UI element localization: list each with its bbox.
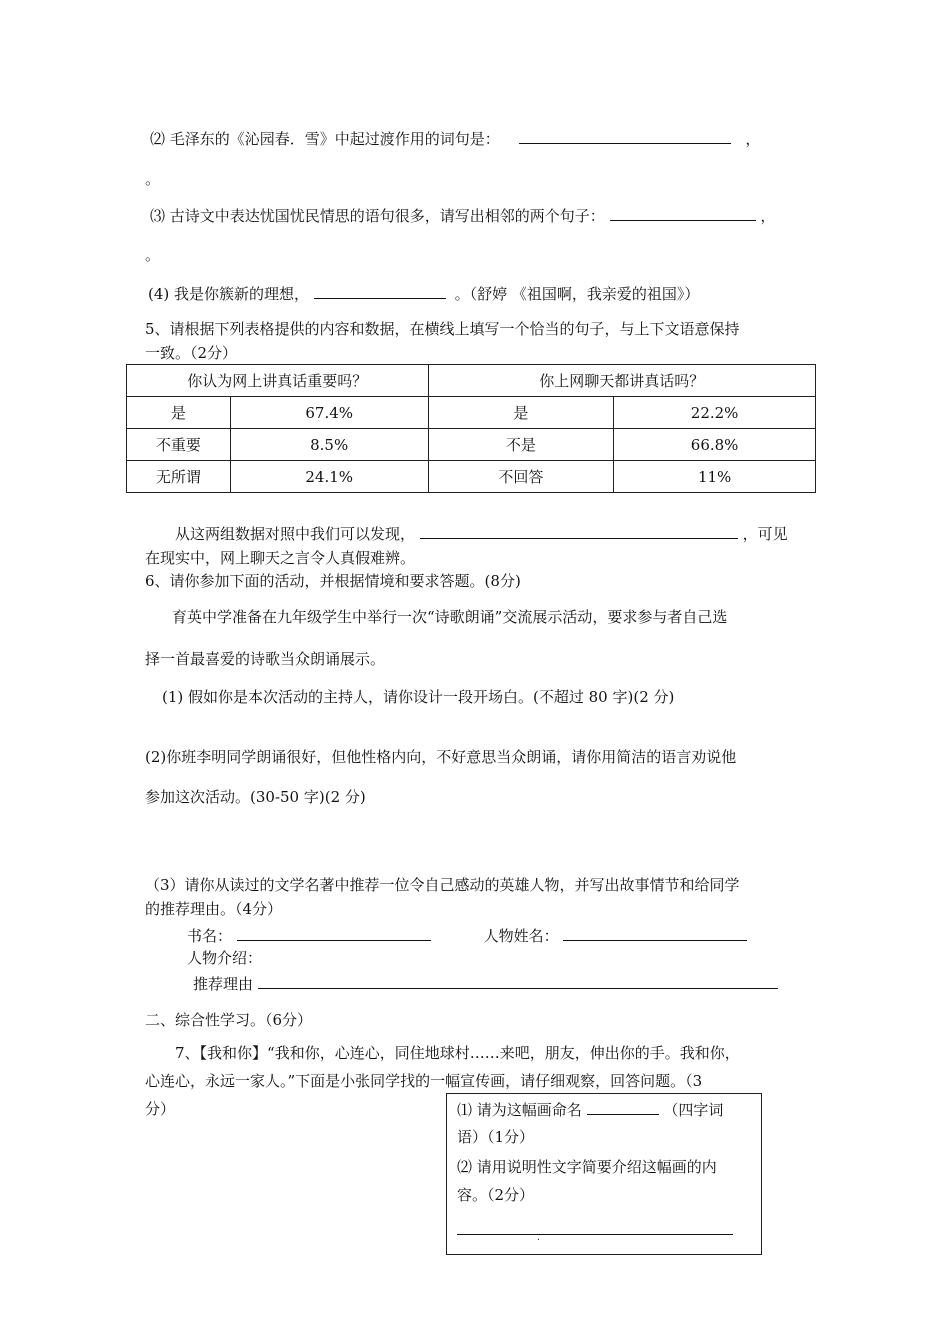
table-row xyxy=(127,429,816,461)
q6-title: 6、请你参加下面的活动，并根据情境和要求答题。(8分) xyxy=(145,572,521,590)
person-name-blank[interactable] xyxy=(563,924,747,941)
table-cell: 不重要 xyxy=(127,429,231,461)
q7-box-l1a: ⑴ 请为这幅画命名 xyxy=(457,1101,582,1119)
q6-book-row xyxy=(187,924,747,947)
book-label: 书名： xyxy=(187,927,233,945)
q7-box-l1b: （四字词 xyxy=(663,1101,724,1119)
q4-item3-comma: ， xyxy=(760,207,776,225)
q5-conclusion-end: ，可见 xyxy=(742,525,788,543)
q4-item3-answer-blank[interactable] xyxy=(610,204,756,221)
q4-item2-end: 。 xyxy=(145,170,161,188)
q7-box-line3: ⑵ 请用说明性文字简要介绍这幅画的内 xyxy=(457,1158,717,1176)
table-row xyxy=(127,461,816,493)
table-header-right: 你上网聊天都讲真话吗？ xyxy=(428,365,815,397)
intro-label: 人物介绍： xyxy=(187,949,263,967)
table-cell: 不回答 xyxy=(428,461,614,493)
table-cell: 无所谓 xyxy=(127,461,231,493)
q7-line1: 7、【我和你】“我和你，心连心，同住地球村……来吧，朋友，伸出你的手。我和你， xyxy=(175,1044,740,1062)
q7-line2: 心连心，永远一家人。”下面是小张同学找的一幅宣传画，请仔细观察，回答问题。（3 xyxy=(145,1072,703,1090)
q7-line3: 分） xyxy=(145,1100,176,1118)
section2-title: 二、综合性学习。（6分） xyxy=(145,1011,313,1029)
q7-box-line1 xyxy=(457,1098,723,1121)
q4-item4-text: (4) 我是你簇新的理想， xyxy=(148,285,310,303)
painting-title-blank[interactable] xyxy=(587,1098,659,1115)
q5-conclusion-line1 xyxy=(175,522,788,545)
q4-item3-line xyxy=(150,204,775,227)
q5-conclusion-blank[interactable] xyxy=(420,522,738,539)
q6-intro-line2: 择一首最喜爱的诗歌当众朗诵展示。 xyxy=(145,650,386,668)
q5-prompt-line1: 5、请根据下列表格提供的内容和数据，在横线上填写一个恰当的句子，与上下文语意保持 xyxy=(145,320,740,338)
q7-answer-box xyxy=(446,1093,762,1255)
table-cell: 是 xyxy=(127,397,231,429)
reason-label: 推荐理由 xyxy=(193,975,254,993)
q6-sub3-line2: 的推荐理由。（4分） xyxy=(145,900,283,918)
q4-item3-end: 。 xyxy=(145,246,161,264)
q4-item2-answer-blank[interactable] xyxy=(519,127,731,144)
q6-intro-line1: 育英中学准备在九年级学生中举行一次“诗歌朗诵”交流展示活动，要求参与者自己选 xyxy=(172,608,728,626)
q7-box-line4: 容。（2分） xyxy=(457,1186,535,1204)
q6-sub2-line1: (2)你班李明同学朗诵很好，但他性格内向，不好意思当众朗诵，请你用简洁的语言劝说他 xyxy=(145,748,737,766)
table-cell: 66.8% xyxy=(614,429,816,461)
book-name-blank[interactable] xyxy=(237,924,431,941)
q4-item4-line xyxy=(148,282,699,305)
table-cell: 67.4% xyxy=(230,397,428,429)
q5-conclusion-line2: 在现实中，网上聊天之言令人真假难辨。 xyxy=(145,549,416,567)
q6-reason-row xyxy=(193,972,778,995)
table-cell: 不是 xyxy=(428,429,614,461)
q6-sub1: (1) 假如你是本次活动的主持人，请你设计一段开场白。(不超过 80 字)(2 分) xyxy=(162,688,675,706)
q5-prompt-line2: 一致。（2分） xyxy=(145,344,238,362)
table-cell: 是 xyxy=(428,397,614,429)
q4-item3-text: ⑶ 古诗文中表达忧国忧民情思的语句很多，请写出相邻的两个句子： xyxy=(150,207,605,225)
q5-conclusion-start: 从这两组数据对照中我们可以发现， xyxy=(175,525,416,543)
table-cell: 8.5% xyxy=(230,429,428,461)
table-header-left: 你认为网上讲真话重要吗？ xyxy=(127,365,429,397)
reason-blank[interactable] xyxy=(258,972,778,989)
q4-item2-line xyxy=(150,127,760,150)
table-header-row xyxy=(127,365,816,397)
q4-item2-text: ⑵ 毛泽东的《沁园春．雪》中起过渡作用的词句是： xyxy=(150,130,500,148)
q4-item4-tail: 。（舒婷 《祖国啊，我亲爱的祖国》） xyxy=(454,285,700,303)
table-cell: 24.1% xyxy=(230,461,428,493)
q7-box-dot: . xyxy=(537,1233,540,1243)
table-cell: 22.2% xyxy=(614,397,816,429)
table-row xyxy=(127,397,816,429)
q6-sub2-line2: 参加这次活动。(30-50 字)(2 分) xyxy=(145,788,366,806)
painting-description-blank[interactable] xyxy=(457,1234,733,1235)
table-cell: 11% xyxy=(614,461,816,493)
q4-item4-answer-blank[interactable] xyxy=(314,282,446,299)
q4-item2-comma: ， xyxy=(745,130,761,148)
survey-table xyxy=(126,364,816,493)
person-label: 人物姓名： xyxy=(483,927,559,945)
q7-box-line2: 语）（1分） xyxy=(457,1128,535,1146)
q6-sub3-line1: （3）请你从读过的文学名著中推荐一位令自己感动的英雄人物，并写出故事情节和给同学 xyxy=(145,876,740,894)
